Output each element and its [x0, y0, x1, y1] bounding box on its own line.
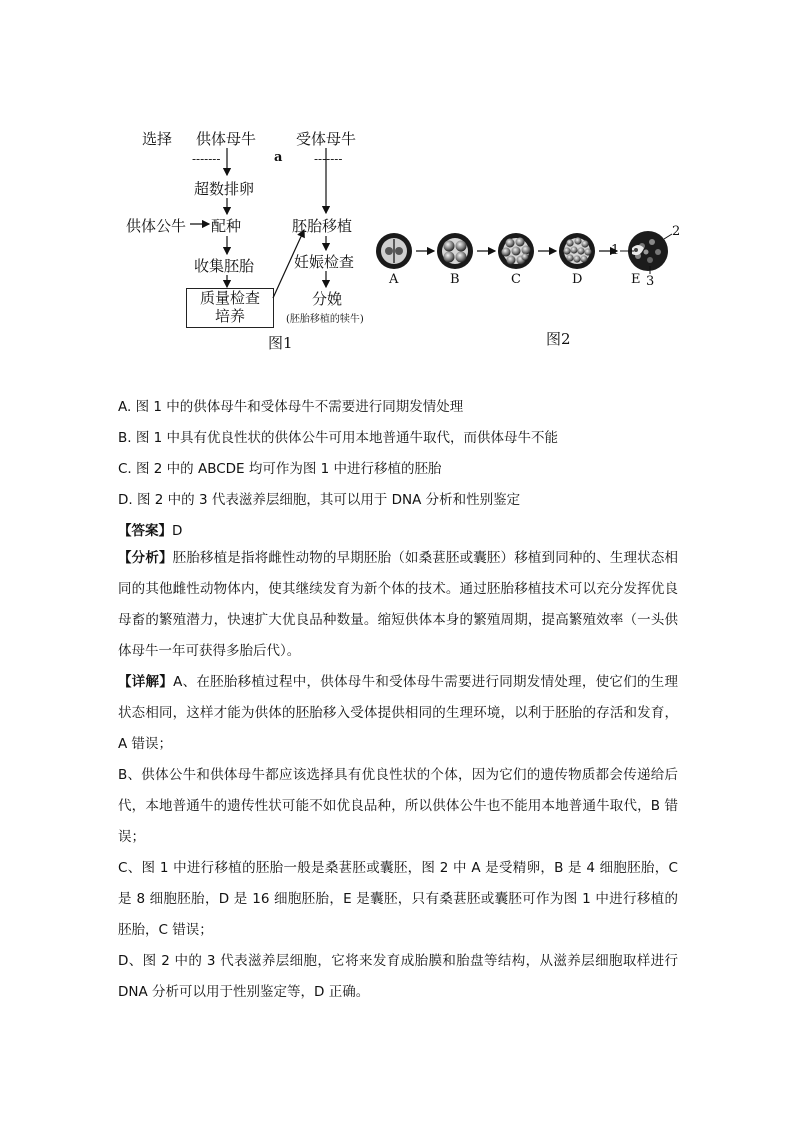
stage-label-d: D [572, 272, 583, 287]
answer-line [118, 519, 182, 539]
dash-left: ------- [192, 152, 221, 166]
label-culture: 培养 [214, 307, 245, 325]
label-select: 选择 [142, 130, 173, 148]
embryo-c-8cell [498, 233, 534, 269]
label-pregnancy-check: 妊娠检查 [294, 253, 355, 271]
detail-paragraph-d: D、图 2 中的 3 代表滋养层细胞，它将来发育成胎膜和胎盘等结构，从滋养层细胞取样进行 DNA 分析可以用于性别鉴定等，D 正确。 [118, 953, 678, 1000]
stage-label-b: B [450, 272, 460, 287]
detail-text-a: A、在胚胎移植过程中，供体母牛和受体母牛需要进行同期发情处理，使它们的生理状态相同，这样才能为供体的胚胎移入受体提供相同的生理环境，以利于胚胎的存活和发育，A 错误； [118, 674, 679, 752]
label-recipient-cow: 受体母牛 [296, 130, 357, 148]
structure-label-2: 2 [672, 224, 681, 239]
stage-label-c: C [511, 272, 521, 287]
label-birth-note: (胚胎移植的犊牛) [286, 314, 364, 325]
answer-tag: 【答案】 [118, 523, 172, 539]
label-quality-check: 质量检查 [199, 289, 260, 307]
figure-2-caption: 图2 [546, 330, 571, 348]
answer-value: D [172, 523, 183, 539]
analysis-text: 胚胎移植是指将雌性动物的早期胚胎（如桑葚胚或囊胚）移植到同种的、生理状态相同的其他雌性动物体内，使其继续发育为新个体的技术。通过胚胎移植技术可以充分发挥优良母畜的繁殖潜力，快速扩大优良品种数量。缩短供体本身的繁殖周期，提高繁殖效率（一头供体母牛一年可获得多胎后代）。 [118, 550, 679, 659]
label-a: a [274, 150, 283, 165]
analysis-tag: 【分析】 [118, 550, 173, 566]
label-donor-bull: 供体公牛 [126, 217, 187, 235]
embryo-b-4cell [437, 233, 473, 269]
label-donor-cow: 供体母牛 [196, 130, 257, 148]
label-collect-embryo: 收集胚胎 [194, 257, 255, 275]
detail-paragraph-b: B、供体公牛和供体母牛都应该选择具有优良性状的个体，因为它们的遗传物质都会传递给后代，本地普通牛的遗传性状可能不如优良品种，所以供体公牛也不能用本地普通牛取代，B 错误； [118, 767, 678, 845]
label-mating: 配种 [211, 217, 242, 235]
option-a: A. 图 1 中的供体母牛和受体母牛不需要进行同期发情处理 [118, 399, 464, 415]
structure-label-3: 3 [646, 274, 655, 289]
figure-1-caption: 图1 [268, 334, 293, 352]
option-c: C. 图 2 中的 ABCDE 均可作为图 1 中进行移植的胚胎 [118, 461, 442, 477]
label-embryo-transfer: 胚胎移植 [292, 217, 353, 235]
arrow-quality-to-transfer [273, 230, 304, 298]
label-birth: 分娩 [312, 290, 343, 308]
stage-label-e: E [631, 272, 641, 287]
dash-right: ------- [314, 152, 343, 166]
analysis-paragraph [118, 543, 678, 667]
embryo-a-zygote [376, 233, 412, 269]
structure-label-1: 1 [611, 243, 620, 258]
stage-label-a: A [389, 272, 399, 287]
embryo-d-16cell [559, 233, 595, 269]
detail-paragraph-a [118, 667, 678, 760]
pointer-2 [664, 234, 672, 239]
option-d: D. 图 2 中的 3 代表滋养层细胞，其可以用于 DNA 分析和性别鉴定 [118, 492, 521, 508]
option-b: B. 图 1 中具有优良性状的供体公牛可用本地普通牛取代，而供体母牛不能 [118, 430, 559, 446]
label-superovulation: 超数排卵 [194, 180, 255, 198]
figure-2-embryo-stages [372, 222, 702, 292]
detail-tag: 【详解】 [118, 674, 174, 690]
detail-paragraph-c: C、图 1 中进行移植的胚胎一般是桑葚胚或囊胚，图 2 中 A 是受精卵，B 是 4 细胞胚胎，C 是 8 细胞胚胎，D 是 16 细胞胚胎，E 是囊胚，只有桑葚胚或囊胚可作为图 1 中进行移植的胚胎，C 错误； [118, 860, 678, 938]
